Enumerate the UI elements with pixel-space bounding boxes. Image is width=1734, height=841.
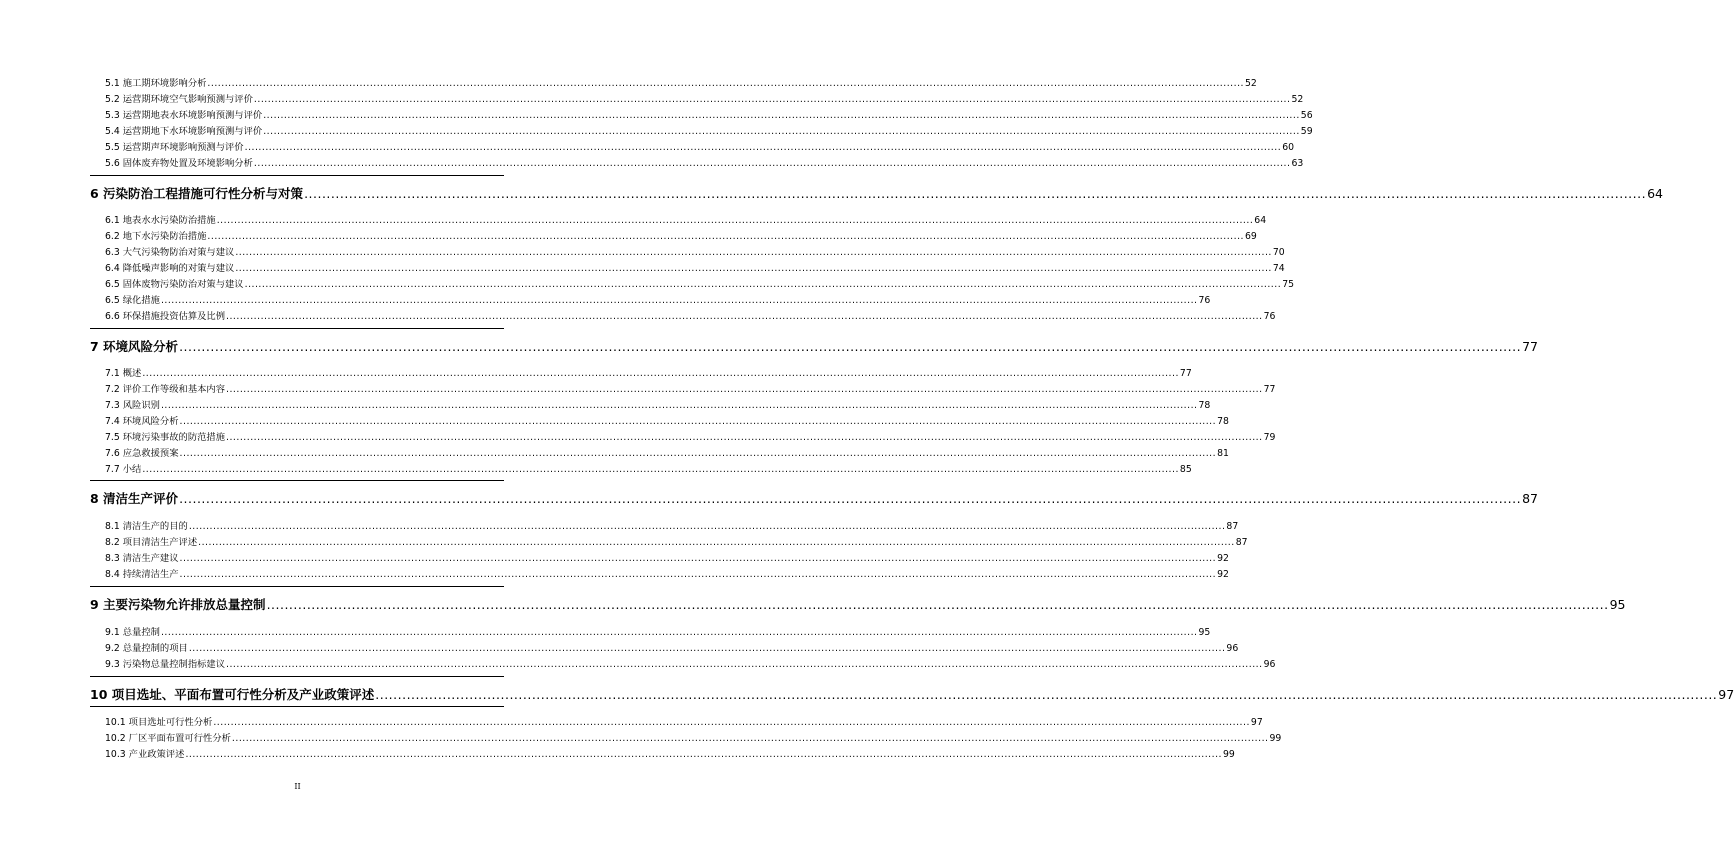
- toc-section-entry[interactable]: [105, 247, 1285, 259]
- toc-entry-title: 8.3 清洁生产建议: [105, 553, 179, 564]
- section-divider: [90, 328, 504, 329]
- toc-page-number: 95: [1198, 627, 1211, 638]
- toc-page-number: 56: [1300, 110, 1313, 121]
- toc-entry-title: 9.1 总量控制: [105, 627, 160, 638]
- toc-entry-title: 5.4 运营期地下水环境影响预测与评价: [105, 126, 263, 137]
- dot-leader: ............................................................................................................................................................................................................................................................................................................: [185, 749, 1223, 760]
- dot-leader: ............................................................................................................................................................................................................................................................................................................: [179, 448, 1217, 459]
- toc-section-entry[interactable]: [105, 215, 1267, 227]
- dot-leader: ............................................................................................................................................................................................................................................................................................................: [235, 263, 1272, 274]
- dot-leader: ............................................................................................................................................................................................................................................................................................................: [266, 597, 1609, 612]
- toc-page-number: 69: [1245, 231, 1257, 242]
- toc-page-number: 76: [1198, 295, 1211, 306]
- dot-leader: ............................................................................................................................................................................................................................................................................................................: [179, 339, 1522, 354]
- dot-leader: ............................................................................................................................................................................................................................................................................................................: [375, 687, 1718, 702]
- toc-page-number: 52: [1245, 78, 1257, 89]
- toc-entry-title: 7.2 评价工作等级和基本内容: [105, 384, 226, 395]
- dot-leader: ............................................................................................................................................................................................................................................................................................................: [226, 311, 1263, 322]
- dot-leader: ............................................................................................................................................................................................................................................................................................................: [188, 643, 1226, 654]
- dot-leader: ............................................................................................................................................................................................................................................................................................................: [198, 537, 1235, 548]
- toc-chapter-entry[interactable]: [90, 687, 1734, 703]
- dot-leader: ............................................................................................................................................................................................................................................................................................................: [216, 215, 1254, 226]
- toc-entry-title: 8.2 项目清洁生产评述: [105, 537, 198, 548]
- toc-section-entry[interactable]: [105, 749, 1235, 761]
- toc-page-number: 96: [1226, 643, 1239, 654]
- dot-leader: ............................................................................................................................................................................................................................................................................................................: [263, 126, 1300, 137]
- dot-leader: ............................................................................................................................................................................................................................................................................................................: [253, 94, 1291, 105]
- toc-entry-title: 10 项目选址、平面布置可行性分析及产业政策评述: [90, 687, 375, 702]
- dot-leader: ............................................................................................................................................................................................................................................................................................................: [160, 400, 1198, 411]
- dot-leader: ............................................................................................................................................................................................................................................................................................................: [244, 142, 1282, 153]
- toc-section-entry[interactable]: [105, 643, 1239, 655]
- toc-entry-title: 10.2 厂区平面布置可行性分析: [105, 733, 231, 744]
- toc-page-number: 59: [1300, 126, 1313, 137]
- toc-section-entry[interactable]: [105, 416, 1229, 428]
- dot-leader: ............................................................................................................................................................................................................................................................................................................: [179, 491, 1522, 506]
- toc-page-number: 78: [1217, 416, 1229, 427]
- toc-page-number: 97: [1250, 717, 1263, 728]
- toc-page-number: 76: [1263, 311, 1276, 322]
- dot-leader: ............................................................................................................................................................................................................................................................................................................: [179, 553, 1217, 564]
- toc-chapter-entry[interactable]: [90, 597, 1626, 613]
- section-divider: [90, 706, 504, 707]
- toc-entry-title: 6.2 地下水污染防治措施: [105, 231, 207, 242]
- toc-entry-title: 7.5 环境污染事故的防范措施: [105, 432, 226, 443]
- toc-section-entry[interactable]: [105, 733, 1282, 745]
- toc-page-number: 95: [1609, 597, 1626, 612]
- toc-section-entry[interactable]: [105, 231, 1257, 243]
- toc-page-number: 77: [1522, 339, 1538, 354]
- dot-leader: ............................................................................................................................................................................................................................................................................................................: [142, 368, 1179, 379]
- toc-entry-title: 6.4 降低噪声影响的对策与建议: [105, 263, 235, 274]
- dot-leader: ............................................................................................................................................................................................................................................................................................................: [207, 78, 1244, 89]
- toc-entry-title: 10.1 项目选址可行性分析: [105, 717, 213, 728]
- dot-leader: ............................................................................................................................................................................................................................................................................................................: [235, 247, 1272, 258]
- section-divider: [90, 480, 504, 481]
- toc-section-entry[interactable]: [105, 78, 1257, 90]
- toc-entry-title: 9.3 污染物总量控制指标建议: [105, 659, 226, 670]
- toc-page-number: 52: [1291, 94, 1304, 105]
- dot-leader: ............................................................................................................................................................................................................................................................................................................: [179, 416, 1217, 427]
- toc-page-number: 60: [1282, 142, 1295, 153]
- toc-section-entry[interactable]: [105, 311, 1276, 323]
- dot-leader: ............................................................................................................................................................................................................................................................................................................: [304, 186, 1647, 201]
- toc-page-number: 99: [1269, 733, 1282, 744]
- toc-page-number: 77: [1263, 384, 1276, 395]
- dot-leader: ............................................................................................................................................................................................................................................................................................................: [263, 110, 1300, 121]
- dot-leader: ............................................................................................................................................................................................................................................................................................................: [226, 659, 1263, 670]
- toc-entry-title: 5.1 施工期环境影响分析: [105, 78, 207, 89]
- toc-section-entry[interactable]: [105, 521, 1239, 533]
- toc-page-number: 63: [1291, 158, 1304, 169]
- toc-section-entry[interactable]: [105, 368, 1192, 380]
- dot-leader: ............................................................................................................................................................................................................................................................................................................: [253, 158, 1291, 169]
- toc-entry-title: 8.4 持续清洁生产: [105, 569, 179, 580]
- toc-entry-title: 5.3 运营期地表水环境影响预测与评价: [105, 110, 263, 121]
- toc-entry-title: 6.3 大气污染物防治对策与建议: [105, 247, 235, 258]
- dot-leader: ............................................................................................................................................................................................................................................................................................................: [160, 295, 1198, 306]
- toc-section-entry[interactable]: [105, 537, 1248, 549]
- toc-page-number: 92: [1217, 569, 1229, 580]
- dot-leader: ............................................................................................................................................................................................................................................................................................................: [244, 279, 1282, 290]
- toc-chapter-entry[interactable]: [90, 339, 1538, 355]
- page-number: II: [294, 782, 301, 791]
- toc-section-entry[interactable]: [105, 384, 1276, 396]
- toc-entry-title: 7.6 应急救援预案: [105, 448, 179, 459]
- toc-page-number: 92: [1217, 553, 1229, 564]
- toc-page-number: 78: [1198, 400, 1211, 411]
- dot-leader: ............................................................................................................................................................................................................................................................................................................: [213, 717, 1250, 728]
- toc-section-entry[interactable]: [105, 295, 1211, 307]
- toc-page-number: 64: [1647, 186, 1663, 201]
- toc-page-number: 87: [1235, 537, 1248, 548]
- toc-entry-title: 5.6 固体废弃物处置及环境影响分析: [105, 158, 253, 169]
- toc-entry-title: 6.5 绿化措施: [105, 295, 160, 306]
- toc-entry-title: 7.1 概述: [105, 368, 142, 379]
- toc-section-entry[interactable]: [105, 142, 1295, 154]
- toc-chapter-entry[interactable]: [90, 186, 1663, 202]
- toc-section-entry[interactable]: [105, 110, 1313, 122]
- toc-entry-title: 10.3 产业政策评述: [105, 749, 185, 760]
- toc-page-number: 70: [1272, 247, 1285, 258]
- toc-entry-title: 8 清洁生产评价: [90, 491, 179, 506]
- toc-entry-title: 8.1 清洁生产的目的: [105, 521, 188, 532]
- dot-leader: ............................................................................................................................................................................................................................................................................................................: [160, 627, 1198, 638]
- toc-section-entry[interactable]: [105, 659, 1276, 671]
- toc-section-entry[interactable]: [105, 400, 1211, 412]
- section-divider: [90, 676, 504, 677]
- toc-section-entry[interactable]: [105, 717, 1263, 729]
- toc-entry-title: 5.2 运营期环境空气影响预测与评价: [105, 94, 253, 105]
- dot-leader: ............................................................................................................................................................................................................................................................................................................: [226, 384, 1263, 395]
- dot-leader: ............................................................................................................................................................................................................................................................................................................: [226, 432, 1263, 443]
- toc-section-entry[interactable]: [105, 464, 1192, 476]
- dot-leader: ............................................................................................................................................................................................................................................................................................................: [179, 569, 1217, 580]
- toc-section-entry[interactable]: [105, 432, 1276, 444]
- toc-entry-title: 7.3 风险识别: [105, 400, 160, 411]
- dot-leader: ............................................................................................................................................................................................................................................................................................................: [207, 231, 1244, 242]
- toc-entry-title: 9 主要污染物允许排放总量控制: [90, 597, 266, 612]
- toc-section-entry[interactable]: [105, 553, 1229, 565]
- toc-entry-title: 7 环境风险分析: [90, 339, 179, 354]
- toc-page-number: 87: [1522, 491, 1538, 506]
- toc-page-number: 87: [1226, 521, 1239, 532]
- toc-page-number: 99: [1223, 749, 1235, 760]
- toc-page-number: 96: [1263, 659, 1276, 670]
- toc-section-entry[interactable]: [105, 569, 1229, 581]
- toc-entry-title: 7.7 小结: [105, 464, 142, 475]
- toc-page-number: 77: [1179, 368, 1192, 379]
- toc-section-entry[interactable]: [105, 279, 1295, 291]
- section-divider: [90, 175, 504, 176]
- toc-page-number: 75: [1282, 279, 1295, 290]
- toc-entry-title: 6.6 环保措施投资估算及比例: [105, 311, 226, 322]
- toc-page-number: 64: [1254, 215, 1267, 226]
- toc-entry-title: 6.1 地表水水污染防治措施: [105, 215, 216, 226]
- toc-page-number: 97: [1718, 687, 1734, 702]
- toc-section-entry[interactable]: [105, 627, 1211, 639]
- toc-section-entry[interactable]: [105, 94, 1304, 106]
- section-divider: [90, 586, 504, 587]
- toc-section-entry[interactable]: [105, 448, 1229, 460]
- toc-entry-title: 6 污染防治工程措施可行性分析与对策: [90, 186, 304, 201]
- toc-entry-title: 6.5 固体废物污染防治对策与建议: [105, 279, 244, 290]
- toc-section-entry[interactable]: [105, 263, 1285, 275]
- toc-entry-title: 7.4 环境风险分析: [105, 416, 179, 427]
- toc-section-entry[interactable]: [105, 126, 1313, 138]
- toc-chapter-entry[interactable]: [90, 491, 1538, 507]
- dot-leader: ............................................................................................................................................................................................................................................................................................................: [142, 464, 1179, 475]
- dot-leader: ............................................................................................................................................................................................................................................................................................................: [188, 521, 1226, 532]
- toc-entry-title: 9.2 总量控制的项目: [105, 643, 188, 654]
- toc-section-entry[interactable]: [105, 158, 1304, 170]
- toc-page-number: 79: [1263, 432, 1276, 443]
- toc-entry-title: 5.5 运营期声环境影响预测与评价: [105, 142, 244, 153]
- toc-page-number: 81: [1217, 448, 1229, 459]
- dot-leader: ............................................................................................................................................................................................................................................................................................................: [231, 733, 1269, 744]
- toc-page-number: 85: [1179, 464, 1192, 475]
- toc-page-number: 74: [1272, 263, 1285, 274]
